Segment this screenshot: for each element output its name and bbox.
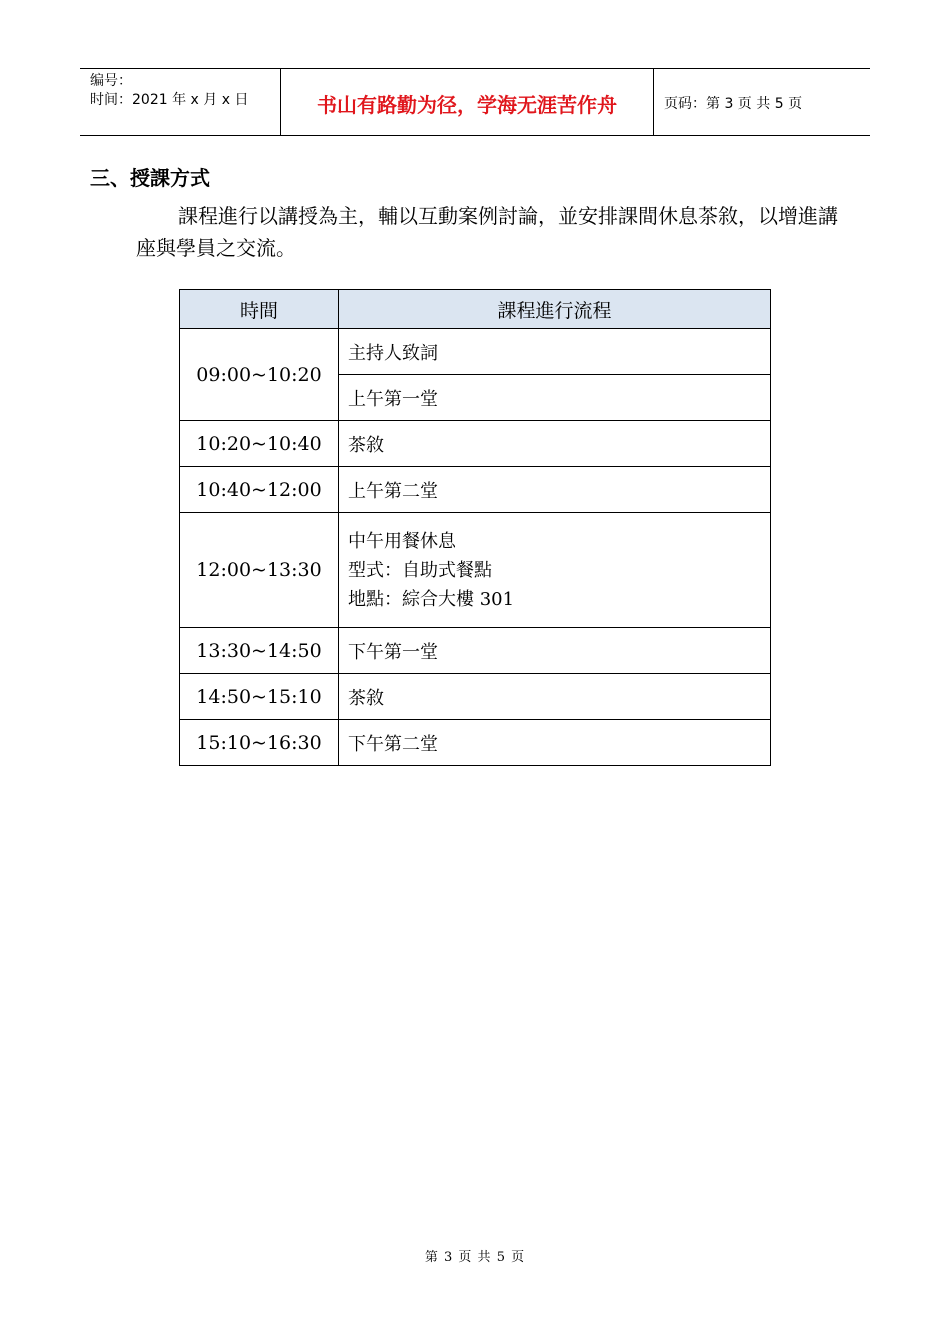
activity-cell: 上午第二堂 [339, 467, 771, 513]
time-cell: 10:20~10:40 [180, 421, 339, 467]
table-row [180, 674, 771, 720]
section-title: 三、授課方式 [90, 166, 210, 190]
schedule-table [179, 289, 771, 766]
header-process: 課程進行流程 [339, 290, 771, 329]
header-motto: 书山有路勤为径，学海无涯苦作舟 [281, 69, 654, 135]
page-footer: 第 3 页 共 5 页 [424, 1250, 526, 1265]
activity-cell: 下午第一堂 [339, 628, 771, 674]
table-row [180, 513, 771, 628]
lunch-format-line: 型式：自助式餐點 [348, 559, 492, 581]
page-header [80, 68, 870, 136]
table-row [180, 329, 771, 375]
activity-cell: 茶敘 [339, 421, 771, 467]
lunch-line: 中午用餐休息 [348, 530, 456, 552]
activity-cell: 上午第一堂 [339, 375, 771, 421]
date-label: 时间：2021 年 x 月 x 日 [90, 92, 249, 108]
header-meta [80, 69, 281, 135]
table-row [180, 628, 771, 674]
activity-cell: 茶敘 [339, 674, 771, 720]
activity-cell [339, 513, 771, 628]
activity-cell: 主持人致詞 [339, 329, 771, 375]
time-cell: 15:10~16:30 [180, 720, 339, 766]
lunch-location-line: 地點：綜合大樓 301 [348, 588, 515, 610]
table-row [180, 467, 771, 513]
time-cell: 13:30~14:50 [180, 628, 339, 674]
section-paragraph: 課程進行以講授為主，輔以互動案例討論，並安排課間休息茶敘，以增進講座與學員之交流。 [136, 204, 838, 260]
header-time: 時間 [180, 290, 339, 329]
table-row [180, 421, 771, 467]
number-label: 编号： [90, 73, 132, 89]
time-cell: 10:40~12:00 [180, 467, 339, 513]
activity-cell: 下午第二堂 [339, 720, 771, 766]
time-cell: 12:00~13:30 [180, 513, 339, 628]
table-row [180, 720, 771, 766]
time-cell: 14:50~15:10 [180, 674, 339, 720]
header-page-info: 页码：第 3 页 共 5 页 [664, 96, 803, 112]
time-cell: 09:00~10:20 [180, 329, 339, 421]
table-header-row [180, 290, 771, 329]
